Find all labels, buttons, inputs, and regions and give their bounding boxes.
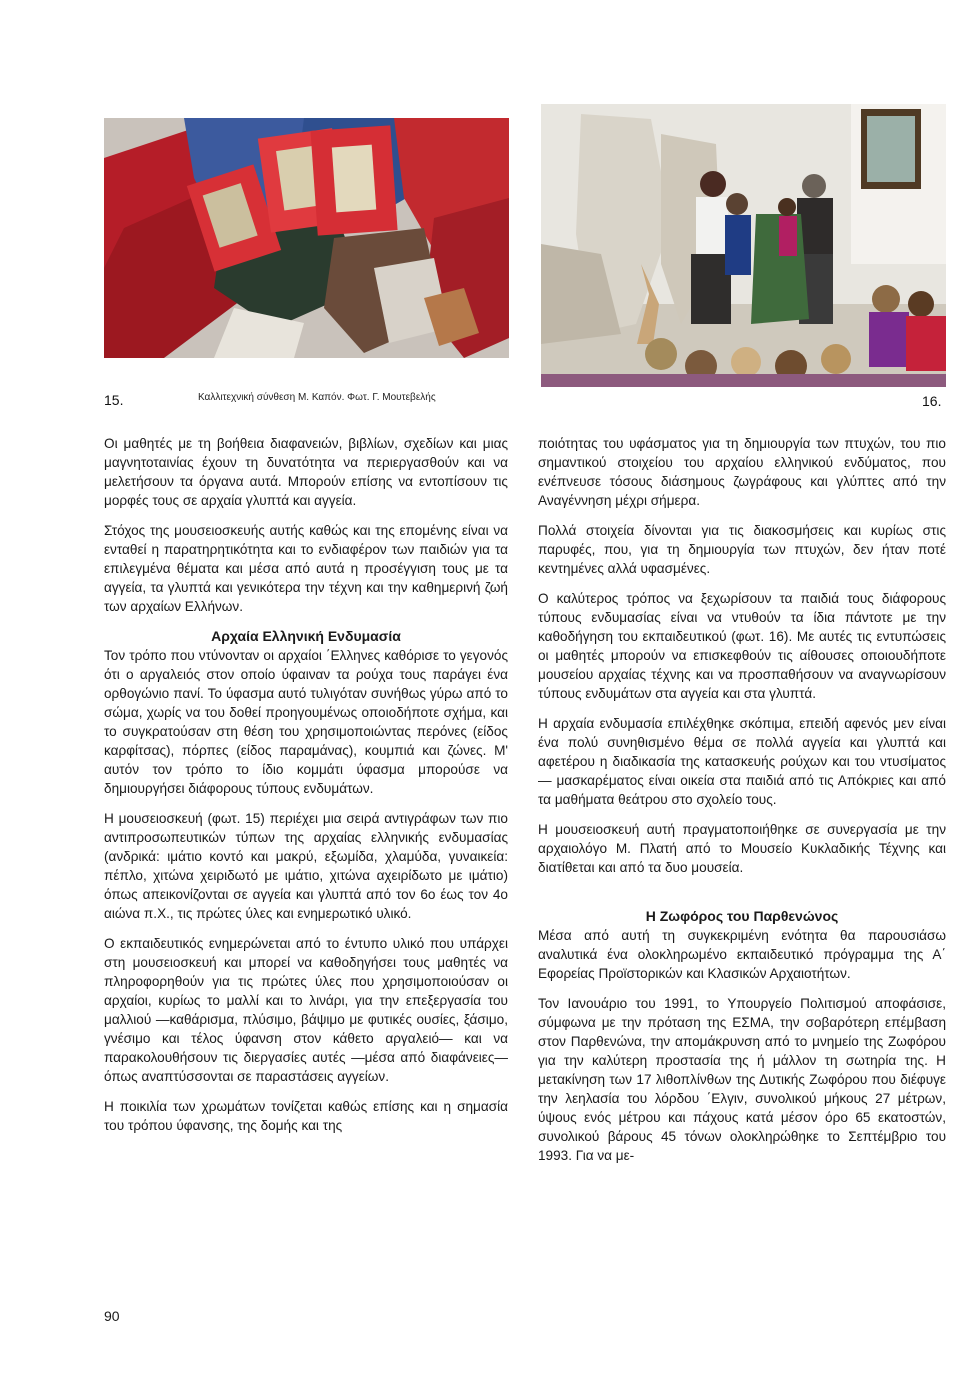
right-paragraph-1: ποιότητας του υφάσματος για τη δημιουργία των πτυχών, του πιο σημαντικού στοιχείου του αρχαίου ελληνικού ενδύματος, που ενέπνευσε τόσους διάσημους ζωγράφους και γλύπτες από την Αναγέννηση μέχρι σήμερα. <box>538 436 946 508</box>
section-heading-ancient-clothing: Αρχαία Ελληνική Ενδυμασία <box>211 628 401 644</box>
photo-children-costumes <box>541 104 946 387</box>
left-text-column <box>104 434 508 1146</box>
left-paragraph-2: Στόχος της μουσειοσκευής αυτής καθώς και της επομένης είναι να ενταθεί η παρατηρητικότητα και το ενδιαφέρον των παιδιών για τα επιλεγμένα θέματα και μέσα από αυτά η προσέγγιση τους με τα αγγεία, τα γλυπτά και γενικότερα την τέχνη και την καθημερινή ζωή των αρχαίων Ελλήνων. <box>104 523 508 614</box>
figure-15-caption: Καλλιτεχνική σύνθεση Μ. Καπόν. Φωτ. Γ. Μουτεβελής <box>198 392 436 403</box>
figure-15-number: 15. <box>104 392 124 408</box>
photo-textile-composition <box>104 118 509 358</box>
right-paragraph-4: Η αρχαία ενδυμασία επιλέχθηκε σκόπιμα, επειδή αφενός μεν είναι ένα πολύ συνηθισμένο θέμα σε πολλά αγγεία και γλυπτά και αφετέρου η διαδικασία της κατασκευής ρούχων και του ντυσίματος — μασκαρέματος είναι οικεία στα παιδιά από τις Απόκριες και από τα μαθήματα θεάτρου στο σχολείο τους. <box>538 716 946 807</box>
museum-costume-scene-illustration <box>541 104 946 387</box>
textile-composition-illustration <box>104 118 509 358</box>
right-paragraph-6: Μέσα από αυτή τη συγκεκριμένη ενότητα θα παρουσιάσω αναλυτικά ένα ολοκληρωμένο εκπαιδευτικό πρόγραμμα της Α΄ Εφορείας Προϊστορικών και Κλασικών Αρχαιοτήτων. <box>538 928 946 981</box>
right-paragraph-5: Η μουσειοσκευή αυτή πραγματοποιήθηκε σε συνεργασία με την αρχαιολόγο Μ. Πλατή από το Μουσείο Κυκλαδικής Τέχνης και διατίθεται και από τα δυο μουσεία. <box>538 822 946 875</box>
left-paragraph-1: Οι μαθητές με τη βοήθεια διαφανειών, βιβλίων, σχεδίων και μιας μαγνητοταινίας έχουν τη δυνατότητα να περιεργασθούν και να μελετήσουν τα όργανα αυτά. Μπορούν επίσης να εντοπίσουν τις μορφές τους σε αρχαία γλυπτά και αγγεία. <box>104 436 508 508</box>
right-text-column <box>538 434 946 1176</box>
left-paragraph-4: Η μουσειοσκευή (φωτ. 15) περιέχει μια σειρά αντιγράφων των πιο αντιπροσωπευτικών τύπων της αρχαίας ελληνικής ενδυμασίας (ανδρικά: ιμάτιο κοντό και μακρύ, εξωμίδα, χλαμύδα, γυναικεία: πέπλο, χιτώνα χειριδωτό με ιμάτιο, χιτώνα αχειρίδωτο με ιμάτιο) όπως απεικονίζονται σε αγγεία και γλυπτά από τον 6ο έως τον 4ο αιώνα π.Χ., τις πρώτες ύλες και ενημερωτικό υλικό. <box>104 811 508 921</box>
figure-16-number: 16. <box>922 393 942 409</box>
page-number: 90 <box>104 1308 120 1324</box>
left-paragraph-6: Η ποικιλία των χρωμάτων τονίζεται καθώς επίσης και η σημασία του τρόπου ύφανσης, της δομής και της <box>104 1099 508 1133</box>
left-paragraph-5: Ο εκπαιδευτικός ενημερώνεται από το έντυπο υλικό που υπάρχει στη μουσειοσκευή και μπορεί να καθοδηγήσει τους μαθητές να πληροφορηθούν για τις πρώτες ύλες που χρησιμοποιούσαν οι αρχαίοι, κυρίως το μαλλί και το λινάρι, για την επεξεργασία του μαλλιού —καθάρισμα, πλύσιμο, βάψιμο με φυτικές ουσίες, ξάσιμο, γνέσιμο και τέλος ύφανση στον κάθετο αργαλειό— και να παρακολουθήσουν τις διεργασίες αυτές —μέσα από διαφάνειες— όπως αναπτύσσονται σε παραστάσεις αγγείων. <box>104 936 508 1084</box>
right-paragraph-2: Πολλά στοιχεία δίνονται για τις διακοσμήσεις και κυρίως στις παρυφές, που, για τη δημιουργία των πτυχών, δεν ήταν ποτέ κεντημένες αλλά υφασμένες. <box>538 523 946 576</box>
right-paragraph-3: Ο καλύτερος τρόπος να ξεχωρίσουν τα παιδιά τους διάφορους τύπους ενδυμασίας είναι να ντυθούν τα ίδια πάντοτε με την καθοδήγηση του εκπαιδευτικού (φωτ. 16). Με αυτές τις εντυπώσεις οι μαθητές μπορούν να επισκεφθούν τις αίθουσες οποιουδήποτε μουσείου αρχαίας τέχνης και να προσπαθήσουν να αναγνωρίσουν τύπους ενδυμάτων στα αγγεία και στα γλυπτά. <box>538 591 946 701</box>
left-paragraph-3: Τον τρόπο που ντύνονταν οι αρχαίοι ΄Ελληνες καθόρισε το γεγονός ότι ο αργαλειός στον οποίο ύφαιναν τα ρούχα τους παράγει ένα ορθογώνιο πανί. Το ύφασμα αυτό τυλιγόταν συνήθως γύρω από το σώμα, χωρίς να του δοθεί προηγουμένως οποιοδήποτε σχήμα, και το συγκρατούσαν στη θέση του χρησιμοποιώντας περόνες (είδος καρφίτσας), πόρπες (είδος παραμάνας), κουμπιά και ζώνες. Μ' αυτόν τον τρόπο το ίδιο κομμάτι ύφασμα μπορούσε να δημιουργήσει διάφορους τύπους ενδυμάτων. <box>104 648 508 796</box>
right-paragraph-7: Τον Ιανουάριο του 1991, το Υπουργείο Πολιτισμού αποφάσισε, σύμφωνα με την πρόταση της ΕΣΜΑ, την σοβαρότερη επέμβαση στον Παρθενώνα, την απομάκρυνση από το μνημείο της Ζωφόρου για την καλύτερη προστασία της ή μάλλον τη σωτηρία της. Η μετακίνηση των 17 λιθοπλίνθων της Δυτικής Ζωφόρου που διέφυγε την λεηλασία του λόρδου ΄Ελγιν, συνολικού μήκους 27 μέτρων, ύψους ενός μέτρου και πάχους κατά μέσον όρο 65 εκατοστών, συνολικού βάρους 45 τόνων ολοκληρώθηκε το Σεπτέμβριο του 1993. Για να με- <box>538 996 946 1163</box>
section-heading-parthenon-frieze: Η Ζωφόρος του Παρθενώνος <box>645 908 839 924</box>
